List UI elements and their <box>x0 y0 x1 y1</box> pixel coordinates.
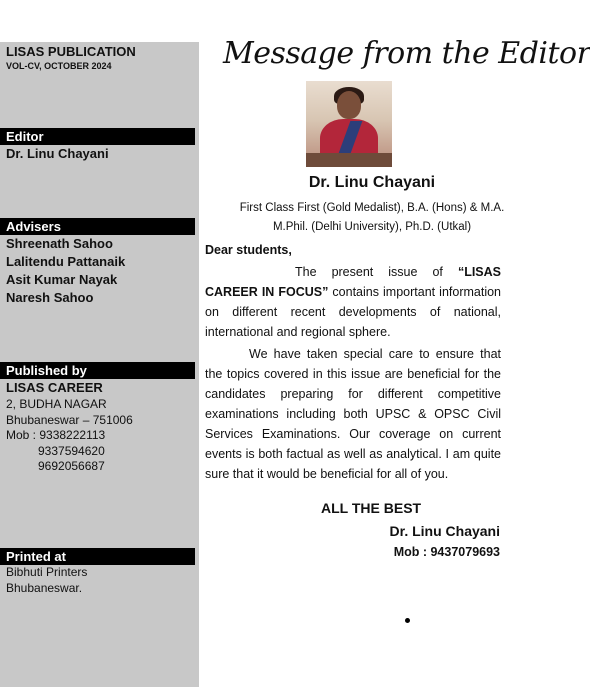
advisers-heading: Advisers <box>0 218 195 235</box>
editor-photo <box>306 81 392 167</box>
adviser-name: Naresh Sahoo <box>6 290 94 305</box>
printer-name: Bibhuti Printers <box>6 565 88 579</box>
publication-header <box>0 44 199 72</box>
para1-start: The present issue of <box>295 265 458 279</box>
bullet-dot <box>405 618 410 623</box>
adviser-name: Asit Kumar Nayak <box>6 272 118 287</box>
publication-name: LISAS PUBLICATION <box>6 44 136 59</box>
qualifications-line: M.Phil. (Delhi University), Ph.D. (Utkal) <box>272 221 472 233</box>
para1-end: contains important information on different recent developments of national, international and regional sphere. <box>205 285 501 339</box>
printer-section <box>0 548 199 596</box>
editor-display-name: Dr. Linu Chayani <box>308 174 436 191</box>
sidebar <box>0 42 199 687</box>
phone-number: 9692056687 <box>38 459 105 473</box>
volume-info: VOL-CV, OCTOBER 2024 <box>6 61 112 71</box>
editor-section <box>0 128 199 163</box>
phone-number: 9337594620 <box>38 443 105 458</box>
publisher-name: LISAS CAREER <box>6 380 103 395</box>
address-line: Bhubaneswar – 751006 <box>6 412 133 427</box>
editor-qualifications <box>200 199 544 237</box>
editor-heading: Editor <box>0 128 195 145</box>
signature-mobile: Mob : 9437079693 <box>393 545 500 559</box>
publisher-section <box>0 362 199 475</box>
adviser-name: Shreenath Sahoo <box>6 236 113 251</box>
qualifications-line: First Class First (Gold Medalist), B.A. (Hons) & M.A. <box>239 202 505 214</box>
magazine-name: “LISAS CAREER IN FOCUS” <box>205 265 501 299</box>
greeting: Dear students, <box>205 243 292 257</box>
published-heading: Published by <box>0 362 195 379</box>
adviser-name: Lalitendu Pattanaik <box>6 254 126 269</box>
editor-name: Dr. Linu Chayani <box>6 146 109 161</box>
address-line: 2, BUDHA NAGAR <box>6 397 107 411</box>
closing-line: ALL THE BEST <box>321 500 422 516</box>
paragraph-2: We have taken special care to ensure that the topics covered in this issue are beneficial for the candidates preparing for different competitive examinations including both UPSC & OPSC Civil Services Examinations. Our coverage on current events is both factual as well as analytical. I am quite sure that it would be beneficial for all of you. <box>205 347 501 481</box>
paragraph-1 <box>205 262 501 342</box>
advisers-section <box>0 218 199 307</box>
mobile-line: Mob : 9338222113 <box>6 428 106 442</box>
signature-name: Dr. Linu Chayani <box>389 523 500 539</box>
printer-city: Bhubaneswar. <box>6 580 83 595</box>
page-title: Message from the Editor <box>223 36 590 71</box>
printed-heading: Printed at <box>0 548 195 565</box>
